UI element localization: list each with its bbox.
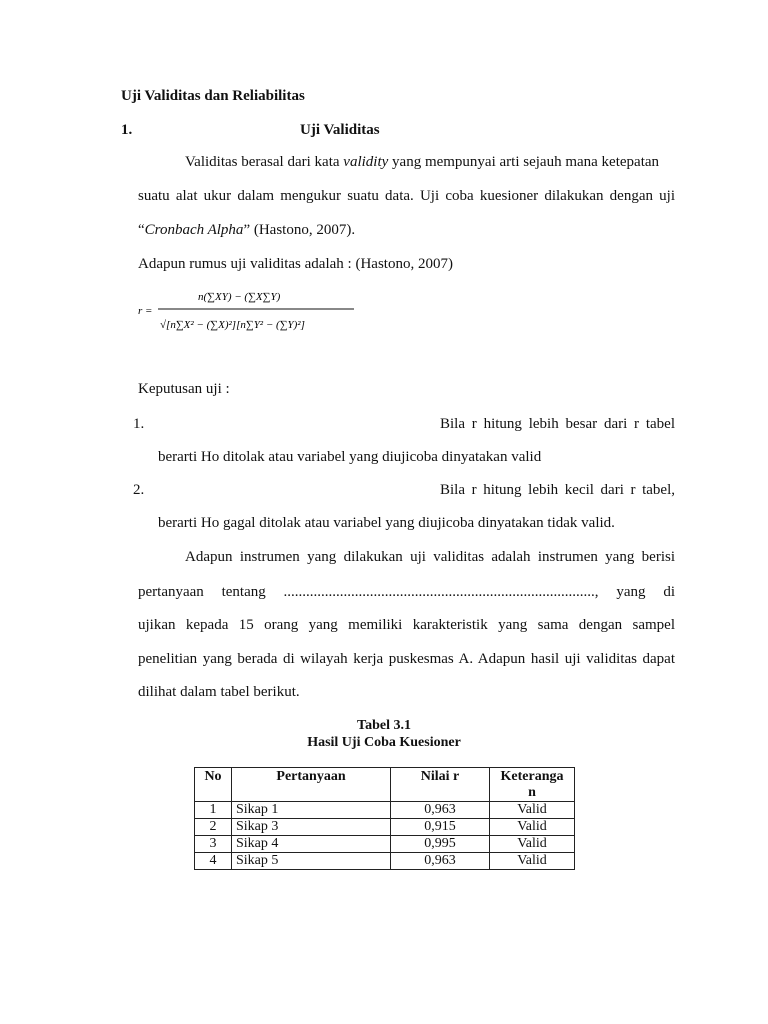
formula-denominator: √[n∑X² − (∑X)²][n∑Y² − (∑Y)²] (160, 319, 305, 331)
cell-nilai-r: 0,995 (391, 836, 490, 853)
para2-line1: Adapun instrumen yang dilakukan uji validitas adalah instrumen yang berisi (185, 549, 675, 565)
para2-line5: dilihat dalam tabel berikut. (138, 684, 300, 700)
col-header-keterangan: Keteranga n (490, 768, 575, 802)
cell-keterangan: Valid (490, 819, 575, 836)
cell-pertanyaan: Sikap 1 (232, 802, 391, 819)
cell-keterangan: Valid (490, 802, 575, 819)
para1-line1: Validitas berasal dari kata validity yang mempunyai arti sejauh mana ketepatan (185, 154, 660, 170)
cell-no: 1 (195, 802, 232, 819)
pearson-correlation-formula (138, 284, 368, 336)
para2-line4: penelitian yang berada di wilayah kerja puskesmas A. Adapun hasil uji validitas dapat (138, 651, 675, 667)
table-caption-title: Hasil Uji Coba Kuesioner (307, 735, 461, 750)
col-header-nilai-r: Nilai r (391, 768, 490, 802)
section-title: Uji Validitas (300, 122, 380, 138)
cell-nilai-r: 0,963 (391, 853, 490, 870)
document-heading: Uji Validitas dan Reliabilitas (121, 88, 305, 104)
decision-1-line1: Bila r hitung lebih besar dari r tabel (440, 416, 675, 432)
para2-line3: ujikan kepada 15 orang yang memiliki karakteristik yang sama dengan sampel (138, 617, 675, 633)
decision-2-number: 2. (133, 482, 145, 498)
cell-pertanyaan: Sikap 4 (232, 836, 391, 853)
cell-pertanyaan: Sikap 5 (232, 853, 391, 870)
para1-line2: suatu alat ukur dalam mengukur suatu data. Uji coba kuesioner dilakukan dengan uji (138, 188, 675, 204)
formula-numerator: n(∑XY) − (∑X∑Y) (198, 291, 281, 303)
table-row (195, 836, 575, 853)
cell-pertanyaan: Sikap 3 (232, 819, 391, 836)
decision-1-line2: berarti Ho ditolak atau variabel yang diujicoba dinyatakan valid (158, 449, 542, 465)
cell-keterangan: Valid (490, 853, 575, 870)
section-number: 1. (121, 122, 133, 138)
para2-line2: pertanyaan tentang ..................................................................................., yang di (138, 584, 675, 600)
table-row (195, 819, 575, 836)
table-row (195, 802, 575, 819)
para1-line3: “Cronbach Alpha” (Hastono, 2007). (138, 222, 356, 238)
cell-keterangan: Valid (490, 836, 575, 853)
table-row (195, 853, 575, 870)
col-header-no: No (195, 768, 232, 802)
table-caption-number: Tabel 3.1 (357, 718, 411, 733)
cell-no: 3 (195, 836, 232, 853)
formula-lhs: r = (138, 305, 153, 317)
table-header-row (195, 768, 575, 802)
col-header-pertanyaan: Pertanyaan (232, 768, 391, 802)
validity-results-table (194, 767, 575, 870)
cell-no: 4 (195, 853, 232, 870)
cell-nilai-r: 0,963 (391, 802, 490, 819)
decision-1-number: 1. (133, 416, 145, 432)
decision-2-line1: Bila r hitung lebih kecil dari r tabel, (440, 482, 675, 498)
decision-title: Keputusan uji : (138, 381, 230, 397)
formula-intro: Adapun rumus uji validitas adalah : (Hastono, 2007) (138, 256, 453, 272)
cell-nilai-r: 0,915 (391, 819, 490, 836)
cell-no: 2 (195, 819, 232, 836)
decision-2-line2: berarti Ho gagal ditolak atau variabel yang diujicoba dinyatakan tidak valid. (158, 515, 615, 531)
